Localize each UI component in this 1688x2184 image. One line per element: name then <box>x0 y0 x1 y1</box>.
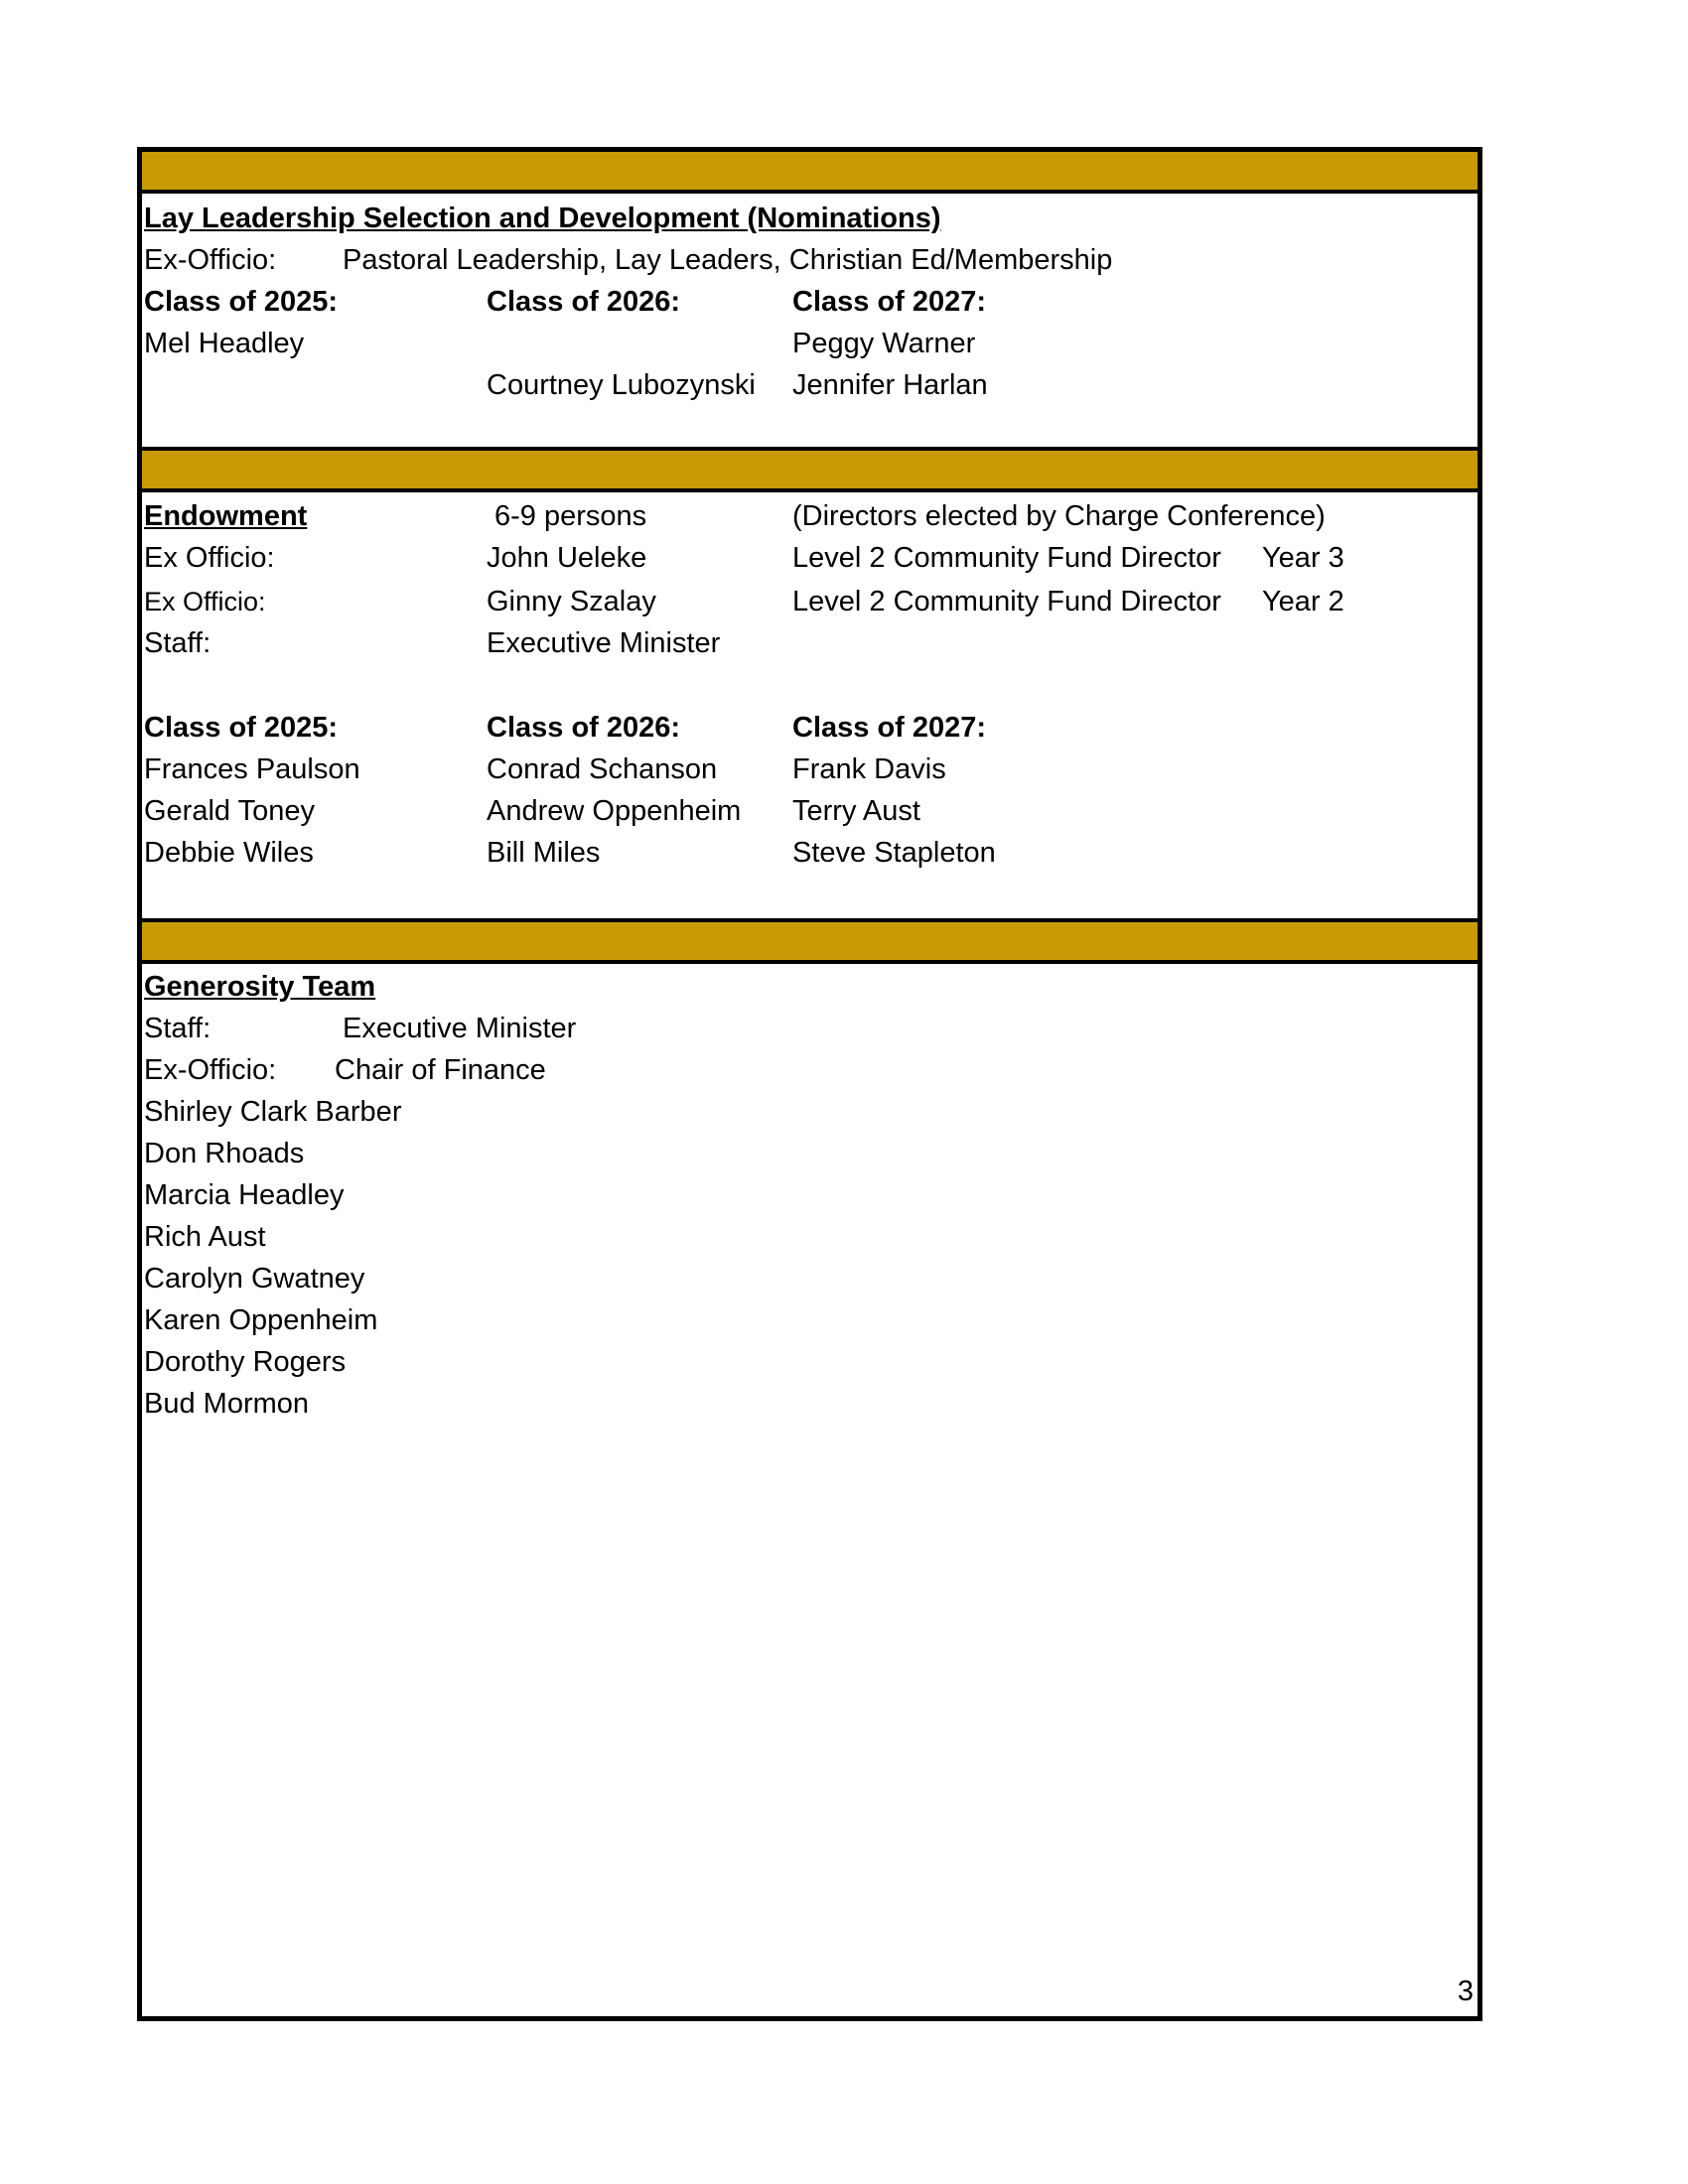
section-title: Lay Leadership Selection and Development (Nominations) <box>144 203 941 234</box>
ex-officio-year: Year 3 <box>1262 542 1344 574</box>
class-2027-label: Class of 2027: <box>792 712 987 744</box>
class-2027-member: Steve Stapleton <box>792 837 996 869</box>
class-2025-label: Class of 2025: <box>144 712 339 744</box>
ex-officio-name: Ginny Szalay <box>487 586 656 617</box>
class-2027-member: Peggy Warner <box>792 328 976 359</box>
ex-officio-role: Level 2 Community Fund Director <box>792 542 1221 574</box>
ex-officio-year: Year 2 <box>1262 586 1344 617</box>
section-title: Endowment <box>144 500 308 532</box>
ex-officio-name: John Ueleke <box>487 542 647 574</box>
team-member: Shirley Clark Barber <box>144 1096 402 1128</box>
team-member: Bud Mormon <box>144 1388 310 1420</box>
class-2026-label: Class of 2026: <box>487 712 681 744</box>
class-2026-member: Courtney Lubozynski <box>487 369 756 401</box>
staff-label: Staff: <box>144 1013 211 1044</box>
endowment-size: 6-9 persons <box>494 500 647 532</box>
class-2026-label: Class of 2026: <box>487 286 681 318</box>
class-2025-member: Debbie Wiles <box>144 837 314 869</box>
team-member: Carolyn Gwatney <box>144 1263 365 1295</box>
staff-value: Executive Minister <box>343 1013 577 1044</box>
ex-officio-label: Ex-Officio: <box>144 1054 277 1086</box>
ex-officio-value: Chair of Finance <box>335 1054 546 1086</box>
class-2025-member: Gerald Toney <box>144 795 315 827</box>
section-title: Generosity Team <box>144 971 376 1003</box>
ex-officio-label: Ex Officio: <box>144 587 266 616</box>
section-divider-band <box>142 152 1477 194</box>
ex-officio-label: Ex Officio: <box>144 542 275 574</box>
section-divider-band <box>142 918 1477 964</box>
staff-value: Executive Minister <box>487 627 721 659</box>
class-2027-member: Jennifer Harlan <box>792 369 988 401</box>
team-member: Don Rhoads <box>144 1138 305 1169</box>
document-frame <box>137 147 1482 2021</box>
section-divider-band <box>142 447 1477 492</box>
team-member: Marcia Headley <box>144 1179 345 1211</box>
class-2027-member: Frank Davis <box>792 753 946 785</box>
class-2026-member: Bill Miles <box>487 837 601 869</box>
class-2026-member: Conrad Schanson <box>487 753 718 785</box>
class-2025-label: Class of 2025: <box>144 286 339 318</box>
team-member: Karen Oppenheim <box>144 1304 378 1336</box>
class-2027-label: Class of 2027: <box>792 286 987 318</box>
class-2027-member: Terry Aust <box>792 795 920 827</box>
staff-label: Staff: <box>144 627 211 659</box>
class-2025-member: Mel Headley <box>144 328 305 359</box>
ex-officio-role: Level 2 Community Fund Director <box>792 586 1221 617</box>
team-member: Rich Aust <box>144 1221 266 1253</box>
ex-officio-label: Ex-Officio: <box>144 244 277 276</box>
class-2025-member: Frances Paulson <box>144 753 360 785</box>
ex-officio-value: Pastoral Leadership, Lay Leaders, Christian Ed/Membership <box>343 244 1113 276</box>
class-2026-member: Andrew Oppenheim <box>487 795 742 827</box>
page-number: 3 <box>1457 1976 1474 2007</box>
endowment-note: (Directors elected by Charge Conference) <box>792 500 1326 532</box>
team-member: Dorothy Rogers <box>144 1346 347 1378</box>
